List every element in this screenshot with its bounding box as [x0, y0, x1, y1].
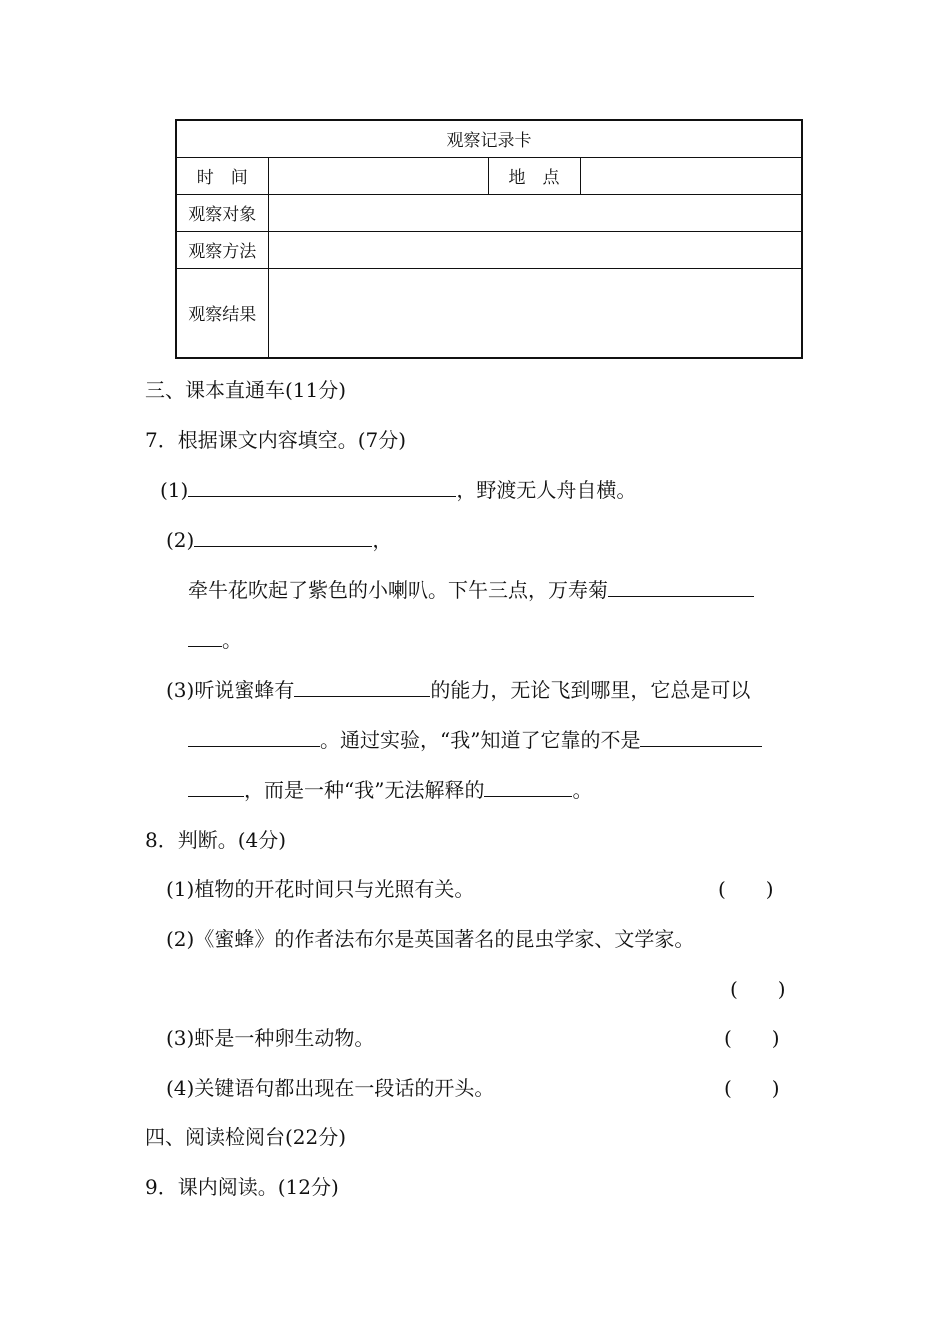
q7-item3-blank3[interactable]: [640, 728, 762, 747]
q7-item2-line2-text: 牵牛花吹起了紫色的小喇叭。下午三点，万寿菊: [188, 578, 608, 602]
q7-title: 7．根据课文内容填空。(7分): [145, 428, 407, 452]
place-label: 地 点: [488, 157, 580, 194]
method-label: 观察方法: [176, 231, 268, 268]
q8-item4: (4)关键语句都出现在一段话的开头。: [166, 1076, 495, 1100]
q7-item2-line3: [188, 628, 242, 652]
q8-item2: (2)《蜜蜂》的作者法布尔是英国著名的昆虫学家、文学家。: [166, 927, 695, 951]
q8-item2-answer[interactable]: ( ): [730, 977, 786, 1001]
q7-item3-text-b: 的能力，无论飞到哪里，它总是可以: [430, 678, 751, 702]
place-cell: [580, 157, 802, 194]
method-cell: [268, 231, 802, 268]
q7-item2-line2: [188, 578, 754, 602]
q7-item3-line2: [188, 728, 762, 752]
q7-item2: [166, 528, 392, 552]
q9-title: 9．课内阅读。(12分): [145, 1175, 339, 1199]
q7-item3-blank3-cont[interactable]: [188, 778, 244, 797]
q7-item1-blank[interactable]: [188, 478, 456, 497]
observation-record-card: [175, 119, 803, 359]
q7-item2-num: (2): [166, 528, 195, 552]
object-cell: [268, 194, 802, 231]
q8-item1: (1)植物的开花时间只与光照有关。: [166, 877, 475, 901]
q7-item3-text-d: ，而是一种“我”无法解释的: [244, 778, 485, 802]
q7-item3-end: 。: [572, 778, 593, 802]
q7-item2-comma: ，: [372, 528, 393, 552]
q7-item3-blank1[interactable]: [294, 678, 430, 697]
q8-item3-answer[interactable]: ( ): [724, 1026, 780, 1050]
time-cell: [268, 157, 488, 194]
section4-heading: 四、阅读检阅台(22分): [145, 1125, 347, 1149]
q7-item2-end: 。: [222, 628, 242, 652]
section3-heading: 三、课本直通车(11分): [145, 378, 347, 402]
q7-item1-num: (1): [160, 478, 189, 502]
q7-item1: [160, 478, 636, 502]
q8-item4-answer[interactable]: ( ): [724, 1076, 780, 1100]
q8-title: 8．判断。(4分): [145, 828, 287, 852]
q7-item3-blank2[interactable]: [188, 728, 320, 747]
card-title: 观察记录卡: [176, 120, 802, 157]
object-label: 观察对象: [176, 194, 268, 231]
q7-item3-text-a: (3)听说蜜蜂有: [166, 678, 295, 702]
q7-item2-blank2[interactable]: [608, 578, 754, 597]
q7-item3-blank4[interactable]: [484, 778, 572, 797]
result-label: 观察结果: [176, 268, 268, 358]
q8-item1-answer[interactable]: ( ): [718, 877, 774, 901]
q7-item3-text-c: 。通过实验，“我”知道了它靠的不是: [320, 728, 641, 752]
q7-item3-line3: [188, 778, 592, 802]
q7-item3-line1: [166, 678, 750, 702]
q7-item1-text: ，野渡无人舟自横。: [456, 478, 637, 502]
q7-item2-blank2-cont[interactable]: [188, 628, 222, 647]
time-label: 时 间: [176, 157, 268, 194]
q7-item2-blank1[interactable]: [194, 528, 372, 547]
q8-item3: (3)虾是一种卵生动物。: [166, 1026, 375, 1050]
result-cell: [268, 268, 802, 358]
